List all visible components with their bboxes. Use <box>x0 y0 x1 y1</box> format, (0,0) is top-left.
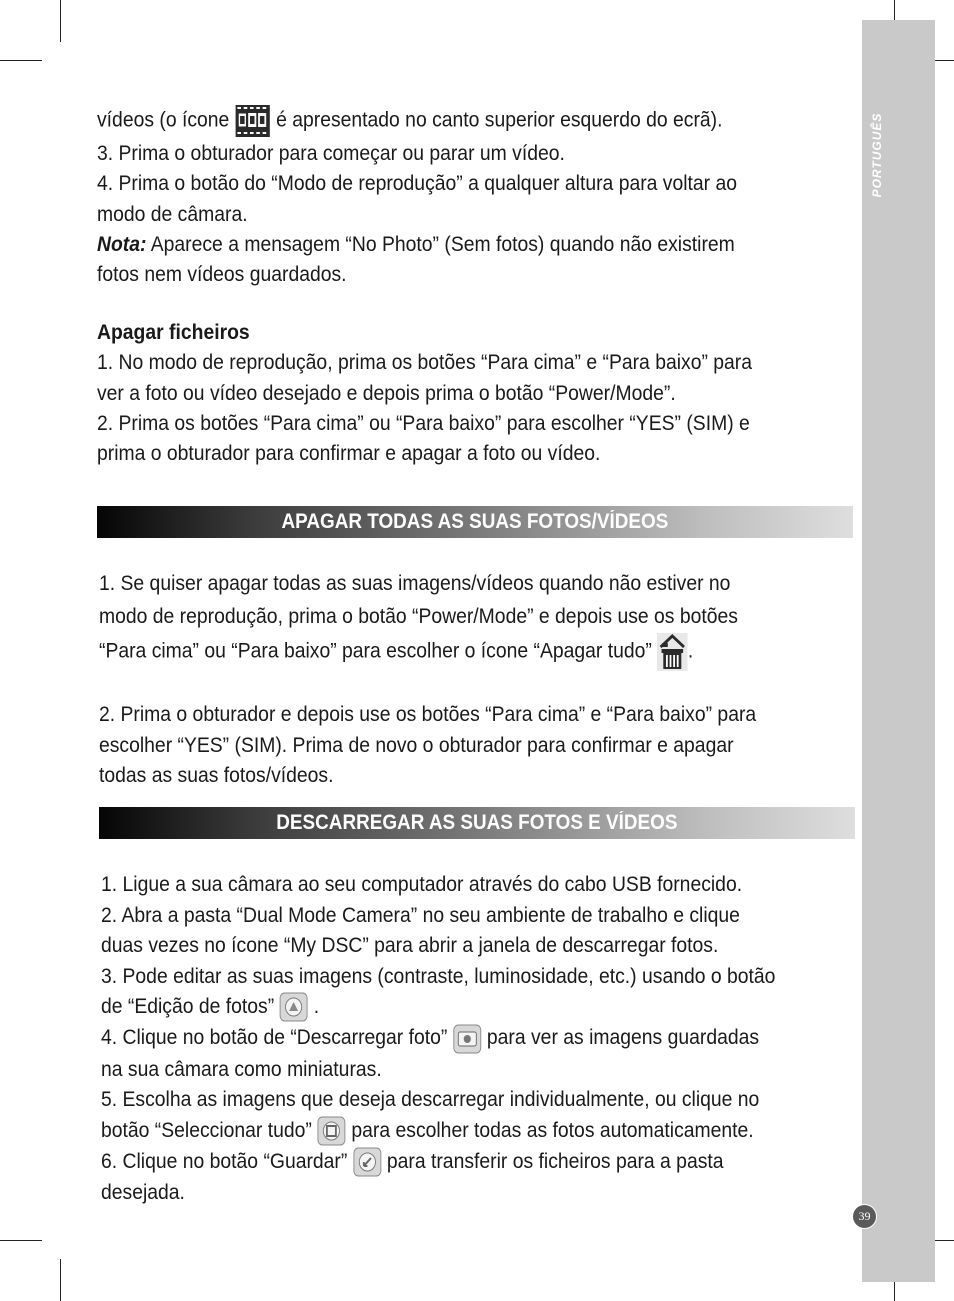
intro-line-3: 4. Prima o botão do “Modo de reprodução” a qualquer altura para voltar ao modo de câmara. <box>97 171 738 226</box>
download-step-4-end: para ver as imagens guardadas na sua câmara como miniaturas. <box>101 1025 760 1081</box>
download-title: DESCARREGAR AS SUAS FOTOS E VÍDEOS <box>276 811 678 834</box>
delete-all-title: APAGAR TODAS AS SUAS FOTOS/VÍDEOS <box>281 510 669 533</box>
intro-line-1a: vídeos (o ícone <box>97 107 230 132</box>
download-step-5 <box>101 1084 785 1146</box>
download-banner <box>99 807 855 839</box>
select-all-icon[interactable] <box>317 1116 346 1146</box>
photo-edit-icon[interactable] <box>280 992 309 1022</box>
delete-all-step-1-end: . <box>687 638 694 663</box>
delete-all-step-2: 2. Prima o obturador e depois use os botões “Para cima” e “Para baixo” para escolher “YES” (SIM). Prima de novo o obturador para confirmar e apagar todas as suas fotos/vídeos. <box>99 702 757 787</box>
language-tab <box>860 100 890 210</box>
download-photo-icon[interactable] <box>453 1024 482 1054</box>
intro-line-1b: é apresentado no canto superior esquerdo do ecrã). <box>276 107 723 132</box>
intro-line-1 <box>97 104 781 138</box>
delete-files-heading: Apagar ficheiros <box>97 320 250 344</box>
download-step-6-end: para transferir os ficheiros para a pasta desejada. <box>101 1148 724 1205</box>
delete-all-banner <box>97 506 853 538</box>
download-step-3-end: . <box>308 994 320 1018</box>
delete-step-1: 1. No modo de reprodução, prima os botões “Para cima” e “Para baixo” para ver a foto ou vídeo desejado e depois prima o botão “Power/Mode”. <box>97 350 753 405</box>
delete-all-step-1-text: 1. Se quiser apagar todas as suas imagens/vídeos quando não estiver no modo de reprodução, prima o botão “Power/Mode” e depois use os botões “Para cima” ou “Para baixo” para escolher o ícone “Apagar tudo” <box>99 571 738 663</box>
download-step-1: 1. Ligue a sua câmara ao seu computador através do cabo USB fornecido. <box>101 872 743 896</box>
film-icon <box>235 104 271 138</box>
download-step-2: 2. Abra a pasta “Dual Mode Camera” no seu ambiente de trabalho e clique duas vezes no ícone “My DSC” para abrir a janela de descarregar fotos. <box>101 902 740 957</box>
nota-label: Nota: <box>97 231 147 256</box>
intro-line-2: 3. Prima o obturador para começar ou parar um vídeo. <box>97 141 565 165</box>
crop-mark <box>0 60 42 61</box>
download-step-3-text: 3. Pode editar as suas imagens (contraste, luminosidade, etc.) usando o botão de “Edição de fotos” <box>101 963 776 1018</box>
download-step-6 <box>101 1146 785 1208</box>
download-step-5-text: 5. Escolha as imagens que deseja descarregar individualmente, ou clique no botão “Seleccionar tudo” <box>101 1087 760 1142</box>
download-step-5-end: para escolher todas as fotos automaticamente. <box>346 1117 754 1142</box>
delete-files-block <box>97 317 781 468</box>
crop-mark <box>60 0 61 42</box>
crop-mark <box>60 1259 61 1301</box>
language-tab-label: PORTUGUÊS <box>870 112 884 198</box>
save-icon[interactable] <box>353 1147 382 1177</box>
crop-mark <box>0 1240 42 1241</box>
trash-all-icon <box>657 633 688 671</box>
download-step-3 <box>101 961 785 1023</box>
delete-all-block <box>99 567 783 791</box>
spacer <box>99 671 783 699</box>
nota-text: Aparece a mensagem “No Photo” (Sem fotos) quando não existirem fotos nem vídeos guardados. <box>97 231 735 287</box>
download-step-4 <box>101 1022 785 1084</box>
intro-text <box>97 104 781 289</box>
nota-paragraph <box>97 229 781 290</box>
page-number: 39 <box>852 1204 877 1229</box>
download-step-4-text: 4. Clique no botão de “Descarregar foto” <box>101 1025 448 1050</box>
download-block <box>101 869 785 1208</box>
download-step-6-text: 6. Clique no botão “Guardar” <box>101 1148 348 1173</box>
delete-step-2: 2. Prima os botões “Para cima” ou “Para baixo” para escolher “YES” (SIM) e prima o obturador para confirmar e apagar a foto ou vídeo. <box>97 410 750 466</box>
delete-all-step-1 <box>99 567 783 671</box>
